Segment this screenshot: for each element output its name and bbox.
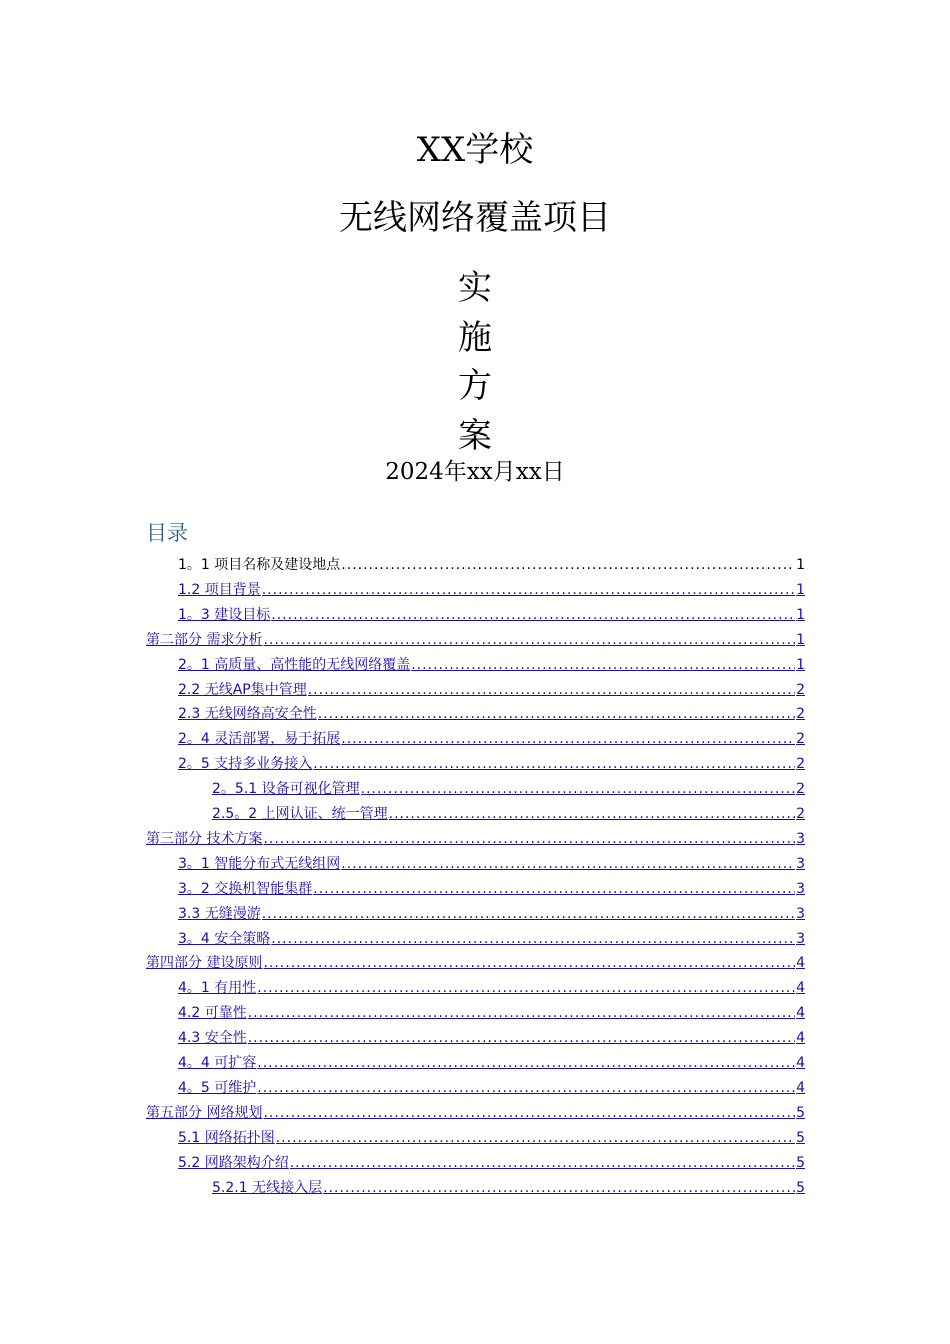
toc-dot-leader	[257, 979, 795, 997]
toc-dot-leader	[271, 606, 795, 624]
toc-page-number: 2	[796, 806, 805, 822]
toc-part-entry[interactable]	[146, 824, 805, 848]
toc-page-number: 4	[796, 980, 805, 997]
toc-dot-leader	[263, 631, 795, 649]
toc-page-number: 4	[796, 1005, 805, 1022]
toc-page-number: 3	[796, 930, 805, 947]
toc-dot-leader	[341, 556, 795, 574]
toc-page-number: 2	[796, 731, 805, 748]
toc-dot-leader	[308, 681, 795, 699]
toc-dot-leader	[313, 880, 795, 898]
toc-entry[interactable]	[178, 1148, 805, 1172]
toc-entry[interactable]	[178, 575, 805, 599]
toc-page-number: 3	[796, 880, 805, 897]
toc-page-number: 3	[796, 905, 805, 922]
toc-entry-label: 4。5 可维护	[178, 1079, 257, 1096]
toc-page-number: 4	[796, 1055, 805, 1071]
toc-dot-leader	[341, 855, 795, 873]
toc-entry-label: 第五部分 网络规划	[146, 1104, 263, 1121]
toc-entry[interactable]	[178, 600, 805, 624]
toc-dot-leader	[271, 930, 795, 948]
toc-page-number: 1	[796, 656, 805, 673]
toc-page-number: 3	[796, 830, 805, 847]
toc-entry[interactable]	[178, 724, 805, 748]
toc-entry[interactable]	[178, 1048, 805, 1072]
toc-page-number: 2	[796, 781, 805, 798]
toc-dot-leader	[248, 1029, 795, 1047]
toc-entry-label: 5.1 网络拓扑图	[178, 1129, 275, 1146]
school-title: XX学校	[416, 130, 534, 170]
toc-dot-leader	[263, 954, 795, 972]
toc-page-number: 2	[796, 681, 805, 698]
project-title: 无线网络覆盖项目	[339, 198, 611, 238]
toc-dot-leader	[248, 1004, 795, 1022]
toc-dot-leader	[290, 1154, 795, 1172]
toc-dot-leader	[257, 1054, 795, 1072]
toc-entry[interactable]	[178, 1073, 805, 1097]
toc-page-number: 3	[796, 855, 805, 872]
toc-entry[interactable]	[178, 899, 805, 923]
toc-part-entry[interactable]	[146, 948, 805, 972]
toc-page-number: 1	[796, 631, 805, 648]
toc-dot-leader	[263, 830, 795, 848]
toc-entry[interactable]	[178, 998, 805, 1022]
toc-entry	[178, 550, 805, 574]
toc-entry[interactable]	[212, 799, 805, 823]
toc-dot-leader	[263, 1104, 795, 1122]
toc-entry-label: 3。4 安全策略	[178, 930, 271, 947]
toc-entry[interactable]	[178, 650, 805, 674]
toc-entry[interactable]	[178, 874, 805, 898]
toc-dot-leader	[318, 705, 795, 723]
toc-dot-leader	[341, 730, 795, 748]
toc-entry[interactable]	[178, 699, 805, 723]
toc-part-entry[interactable]	[146, 625, 805, 649]
toc-dot-leader	[411, 656, 795, 674]
toc-entry[interactable]	[212, 774, 805, 798]
toc-entry-label: 3。1 智能分布式无线组网	[178, 855, 341, 872]
toc-page-number: 5	[796, 1179, 805, 1196]
toc-entry-label: 3.3 无缝漫游	[178, 905, 261, 922]
toc-entry[interactable]	[212, 1173, 805, 1197]
toc-page-number: 1	[796, 581, 805, 598]
document-date: 2024年xx月xx日	[385, 459, 565, 485]
toc-entry-label: 2。5 支持多业务接入	[178, 756, 313, 773]
toc-entry[interactable]	[178, 924, 805, 948]
toc-entry-label: 第二部分 需求分析	[146, 631, 263, 648]
toc-page-number: 5	[796, 1129, 805, 1146]
toc-entry-label: 4。1 有用性	[178, 980, 257, 997]
toc-entry-label: 5.2.1 无线接入层	[212, 1179, 323, 1196]
toc-page-number: 1	[796, 557, 805, 573]
vertical-title-char: 施	[458, 318, 492, 358]
toc-entry[interactable]	[178, 1023, 805, 1047]
toc-part-entry[interactable]	[146, 1098, 805, 1122]
vertical-title-char: 实	[458, 268, 492, 308]
toc-entry-label: 1。3 建设目标	[178, 606, 271, 623]
toc-entry-label: 1.2 项目背景	[178, 581, 261, 598]
toc-entry-label: 1。1 项目名称及建设地点	[178, 557, 341, 573]
toc-page-number: 2	[796, 756, 805, 773]
toc-entry-label: 4.3 安全性	[178, 1030, 247, 1047]
toc-dot-leader	[262, 905, 795, 923]
toc-dot-leader	[361, 780, 795, 798]
toc-entry-label: 4.2 可靠性	[178, 1005, 247, 1022]
toc-entry-label: 2。5.1 设备可视化管理	[212, 781, 360, 798]
toc-page-number: 5	[796, 1104, 805, 1121]
toc-dot-leader	[323, 1179, 795, 1197]
toc-page-number: 4	[796, 955, 805, 972]
toc-page-number: 4	[796, 1030, 805, 1047]
toc-entry-label: 4。4 可扩容	[178, 1055, 257, 1071]
toc-dot-leader	[262, 581, 795, 599]
toc-entry-label: 5.2 网路架构介绍	[178, 1154, 289, 1171]
vertical-title-char: 方	[458, 366, 492, 406]
toc-entry[interactable]	[178, 749, 805, 773]
toc-entry-label: 2。4 灵活部署，易于拓展	[178, 731, 341, 748]
vertical-title-char: 案	[458, 416, 492, 456]
toc-dot-leader	[389, 805, 795, 823]
toc-page-number: 1	[796, 606, 805, 623]
toc-entry-label: 2.3 无线网络高安全性	[178, 706, 317, 723]
toc-page-number: 4	[796, 1079, 805, 1096]
toc-entry-label: 第四部分 建设原则	[146, 955, 263, 972]
toc-entry[interactable]	[178, 973, 805, 997]
toc-entry-label: 2.5。2 上网认证、统一管理	[212, 806, 388, 822]
toc-entry-label: 第三部分 技术方案	[146, 830, 263, 847]
toc-dot-leader	[313, 755, 795, 773]
toc-page-number: 5	[796, 1154, 805, 1171]
toc-entry[interactable]	[178, 849, 805, 873]
toc-dot-leader	[257, 1079, 795, 1097]
toc-entry-label: 3。2 交换机智能集群	[178, 880, 313, 897]
toc-entry[interactable]	[178, 1123, 805, 1147]
toc-entry-label: 2.2 无线AP集中管理	[178, 681, 307, 698]
toc-entry[interactable]	[178, 675, 805, 699]
toc-heading: 目录	[146, 521, 188, 545]
toc-entry-label: 2。1 高质量、高性能的无线网络覆盖	[178, 656, 411, 673]
toc-dot-leader	[276, 1129, 795, 1147]
toc-page-number: 2	[796, 706, 805, 723]
